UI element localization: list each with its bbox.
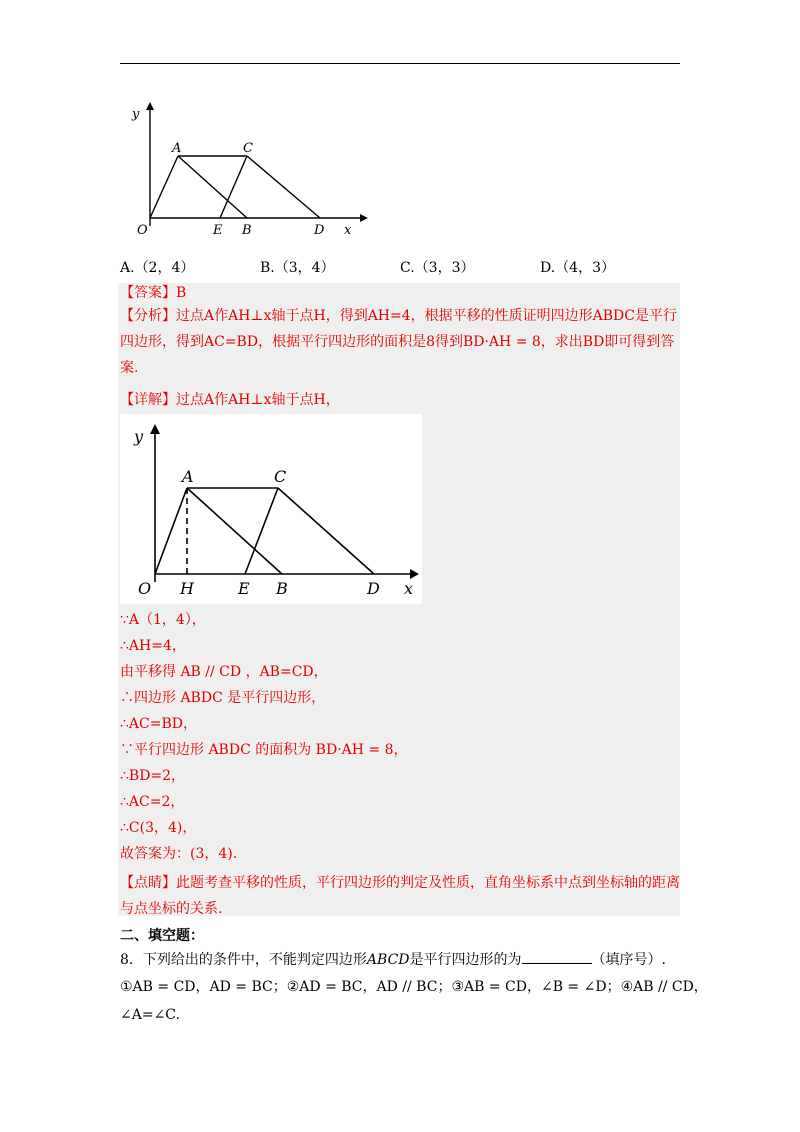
point-C-label: C <box>243 141 253 156</box>
y-axis-arrow-2 <box>150 424 160 434</box>
question-8-line-1: 8．下列给出的条件中，不能判定四边形ABCD是平行四边形的为 （填序号）. <box>120 949 666 970</box>
comment-tag: 【点睛】 <box>120 875 176 891</box>
choice-c[interactable]: C.（3，3） <box>400 260 475 276</box>
choice-d[interactable]: D.（4，3） <box>540 260 616 276</box>
point-B-label: B <box>242 223 252 238</box>
comment-paragraph <box>120 870 680 922</box>
point-E-label: E <box>213 223 223 238</box>
header-rule <box>120 63 680 64</box>
answer-line <box>120 283 186 303</box>
question-8-line-2: ①AB = CD，AD = BC；②AD = BC，AD // BC；③AB = CD，∠B = ∠D；④AB // CD， <box>120 979 708 995</box>
choice-a[interactable]: A.（2，4） <box>120 260 195 276</box>
x-axis-arrow-2 <box>410 569 419 579</box>
analysis-tag: 【分析】 <box>120 308 176 324</box>
figure-2-box <box>120 414 422 604</box>
step-10: 故答案为：(3，4). <box>120 846 238 862</box>
point-B-label-2: B <box>276 579 288 598</box>
y-label-2: y <box>134 427 144 446</box>
answer-tag: 【答案】 <box>120 285 176 301</box>
step-2: ∴AH=4， <box>120 638 186 654</box>
step-7: ∴BD=2， <box>120 768 186 784</box>
question-8-line-3: ∠A=∠C. <box>120 1007 180 1023</box>
point-D-label-2: D <box>367 579 380 598</box>
point-O-label: O <box>137 223 148 238</box>
point-C-label-2: C <box>274 467 287 486</box>
step-6: ∵平行四边形 ABDC 的面积为 BD·AH = 8， <box>120 742 408 758</box>
segment-AB-2 <box>187 488 282 574</box>
segment-OA-2 <box>155 488 187 574</box>
step-9: ∴C(3，4)， <box>120 820 197 836</box>
answer-value: B <box>176 285 187 301</box>
segment-CD-2 <box>278 488 374 574</box>
detail-line <box>120 390 340 410</box>
comment-text: 此题考查平移的性质，平行四边形的判定及性质，直角坐标系中点到坐标轴的距离与点坐标的关系. <box>120 875 680 917</box>
segment-CD <box>247 156 320 218</box>
x-axis-arrow <box>360 214 368 222</box>
answer-blank[interactable] <box>522 949 592 964</box>
y-label: y <box>132 107 140 122</box>
choice-b[interactable]: B.（3，4） <box>260 260 335 276</box>
figure-1 <box>120 98 370 243</box>
figure-2 <box>120 414 422 604</box>
detail-tag: 【详解】 <box>120 392 176 408</box>
analysis-paragraph <box>120 303 680 381</box>
quad-name: ABCD <box>366 952 410 968</box>
segment-AB <box>178 156 247 218</box>
detail-text: 过点A作AH⊥x轴于点H， <box>176 392 340 408</box>
step-4: ∴四边形 ABDC 是平行四边形， <box>120 690 326 706</box>
step-5: ∴AC=BD， <box>120 716 197 732</box>
step-8: ∴AC=2， <box>120 794 185 810</box>
x-label: x <box>344 223 352 238</box>
point-D-label: D <box>314 223 325 238</box>
point-A-label: A <box>172 141 182 156</box>
point-A-label-2: A <box>182 467 194 486</box>
point-E-label-2: E <box>238 579 250 598</box>
step-1: ∵A（1，4）， <box>120 612 206 628</box>
segment-OA <box>150 156 178 218</box>
segment-CE-2 <box>245 488 278 574</box>
y-axis-arrow <box>146 102 154 110</box>
point-O-label-2: O <box>138 579 152 598</box>
section-title: 二、填空题： <box>120 928 204 944</box>
x-label-2: x <box>404 579 414 598</box>
point-H-label: H <box>180 579 194 598</box>
analysis-text: 过点A作AH⊥x轴于点H，得到AH=4，根据平移的性质证明四边形ABDC是平行四边形，得到AC=BD，根据平行四边形的面积是8得到BD·AH = 8，求出BD即可得到答案. <box>120 308 677 376</box>
segment-CE <box>220 156 247 218</box>
step-3: 由平移得 AB // CD ，AB=CD， <box>120 664 328 680</box>
